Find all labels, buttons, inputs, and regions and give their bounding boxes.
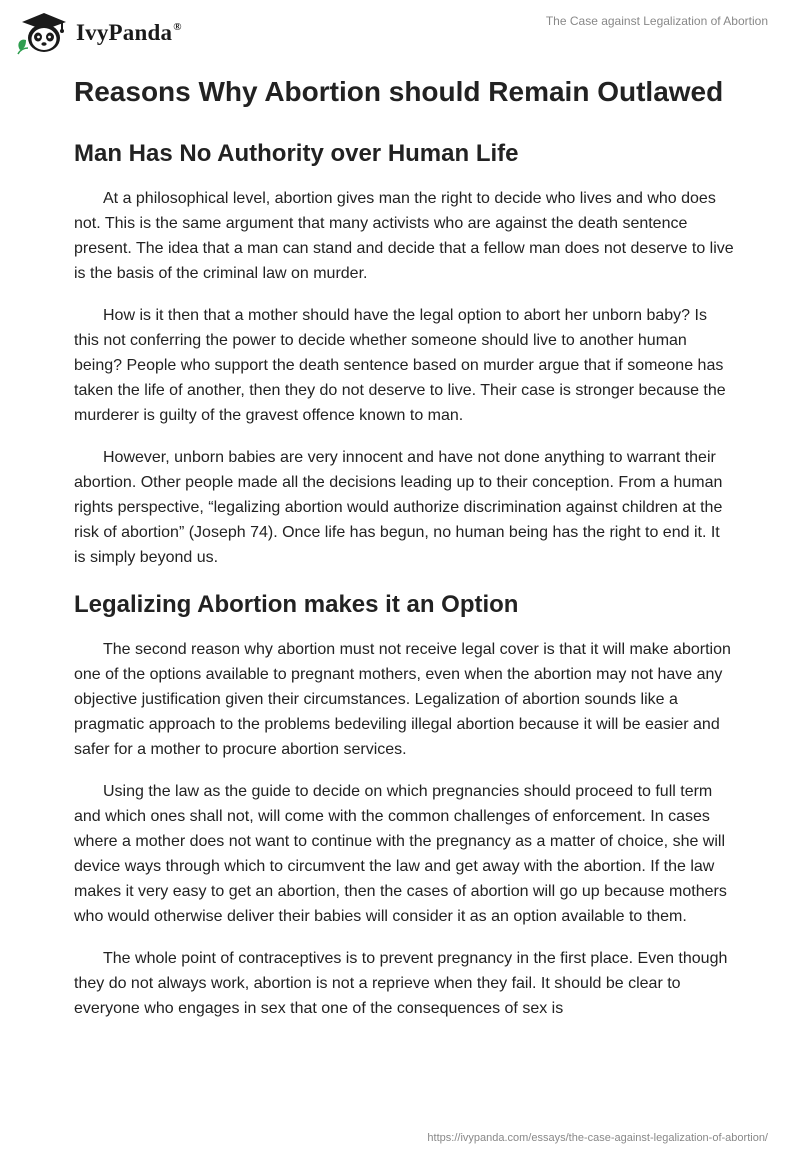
paragraph: At a philosophical level, abortion gives man the right to decide who lives and who does not. This is the same argument that many activists who are against the death sentence present. The idea that a man can stand and decide that a fellow man does not deserve to live is the basis of the criminal law on murder. — [74, 190, 734, 282]
source-url-link[interactable]: https://ivypanda.com/essays/the-case-against-legalization-of-abortion/ — [427, 1132, 768, 1144]
paragraph: Using the law as the guide to decide on which pregnancies should proceed to full term and which ones shall not, will come with the common challenges of enforcement. In cases where a mother does not want to continue with the pregnancy as a matter of choice, she will device ways through which to circumvent the law and get away with the abortion. If the law makes it very easy to get an abortion, then the cases of abortion will go up because mothers who would otherwise deliver their babies will consider it as an option available to them. — [74, 783, 727, 925]
article-body — [74, 72, 734, 1038]
paragraph: The second reason why abortion must not receive legal cover is that it will make abortion one of the options available to pregnant mothers, even when the abortion may not have any objective justification given their circumstances. Legalization of abortion sounds like a pragmatic approach to the problems bedeviling illegal abortion because it will be easier and safer for a mother to procure abortion services. — [74, 641, 731, 758]
main-heading: Reasons Why Abortion should Remain Outlawed — [74, 76, 724, 107]
section-heading-1: Man Has No Authority over Human Life — [74, 140, 519, 167]
page-header — [0, 0, 800, 64]
paragraph: How is it then that a mother should have the legal option to abort her unborn baby? Is this not conferring the power to decide whether someone should live to another human being? People who support the death sentence based on murder argue that if someone has taken the life of another, then they do not deserve to live. Their case is stronger because the murderer is guilty of the gravest offence known to man. — [74, 307, 726, 424]
paragraph: However, unborn babies are very innocent and have not done anything to warrant their abortion. Other people made all the decisions leading up to their conception. From a human rights perspective, “legalizing abortion would authorize discrimination against children at the risk of abortion” (Joseph 74). Once life has begun, no human being has the right to end it. It is simply beyond us. — [74, 449, 723, 566]
section-heading-2: Legalizing Abortion makes it an Option — [74, 591, 519, 618]
brand-text: IvyPanda — [76, 20, 173, 45]
document-title: The Case against Legalization of Abortion — [545, 14, 768, 28]
ivypanda-logo-icon[interactable] — [14, 10, 74, 56]
paragraph: The whole point of contraceptives is to prevent pregnancy in the first place. Even though they do not always work, abortion is not a reprieve when they fail. It should be clear to everyone who engages in sex that one of the consequences of sex is — [74, 950, 728, 1017]
registered-mark: ® — [173, 21, 182, 33]
brand-name[interactable] — [76, 20, 182, 46]
